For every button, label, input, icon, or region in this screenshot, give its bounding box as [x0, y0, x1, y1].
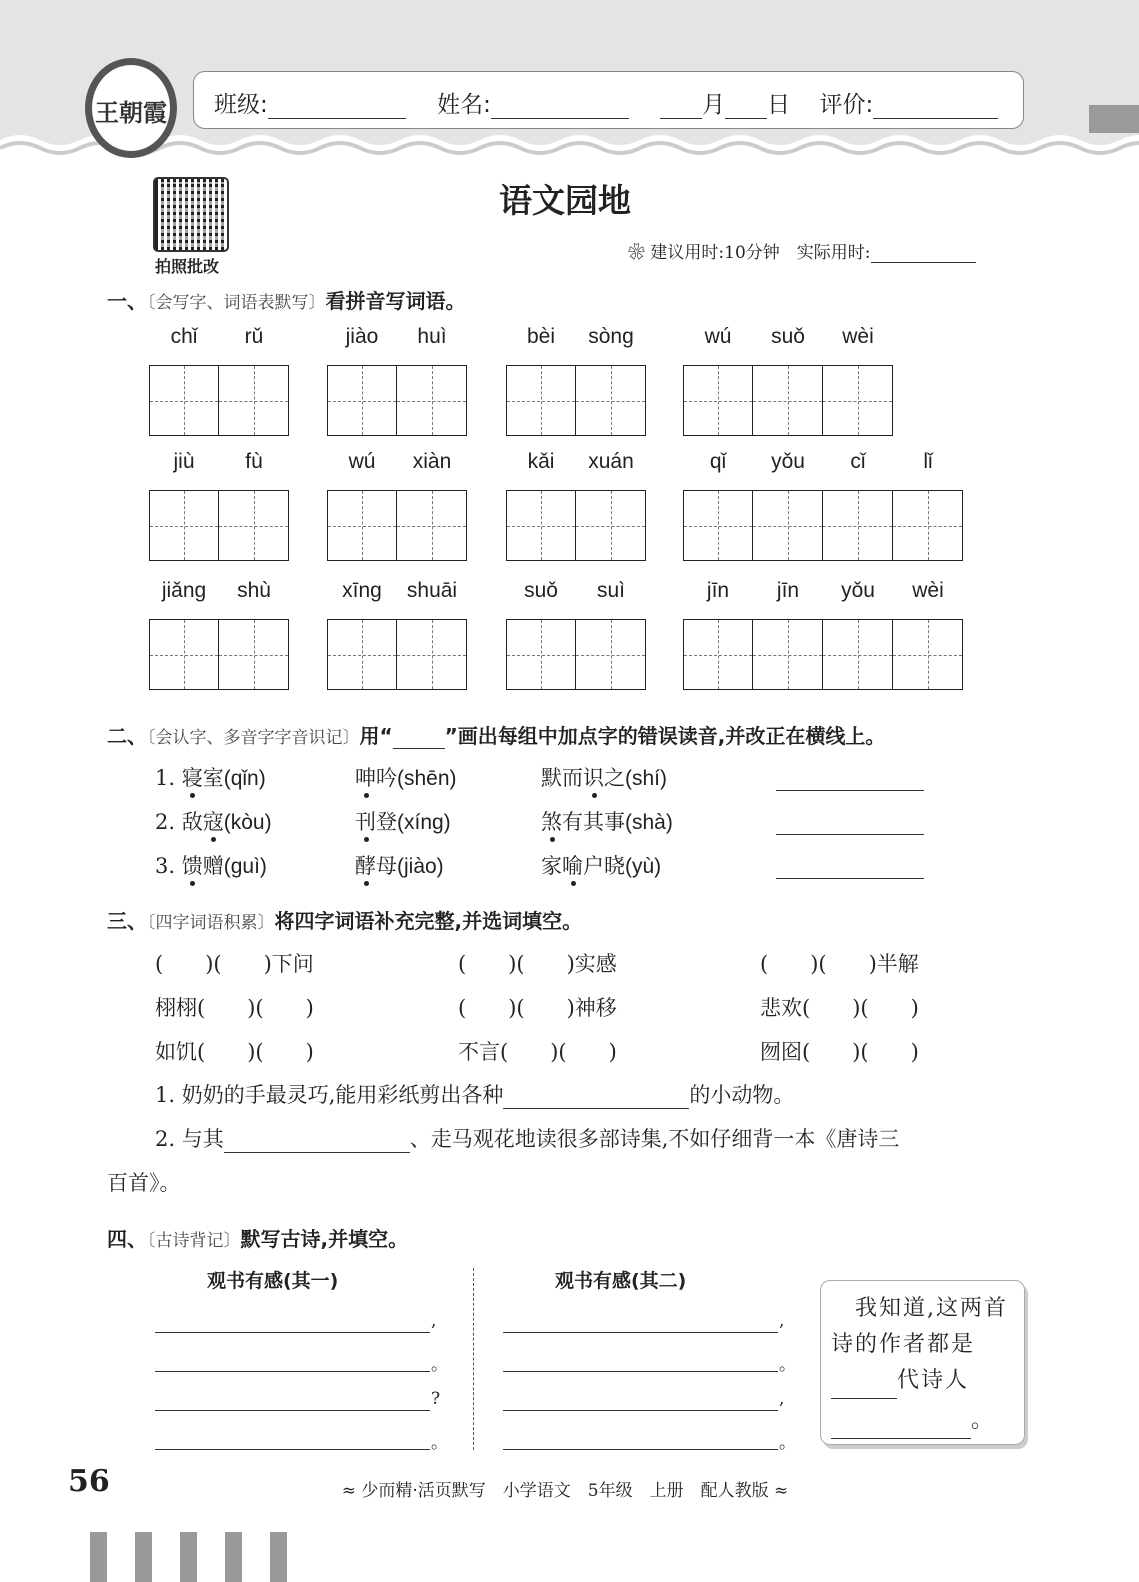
- pronunciation-item: [541, 850, 661, 880]
- pinyin-label: jiǎng: [161, 579, 207, 602]
- pinyin-label: bèi: [526, 325, 556, 348]
- brand-logo: 王朝霞: [85, 58, 177, 158]
- poem-line-field[interactable]: [155, 1448, 430, 1450]
- writing-cell[interactable]: [149, 365, 219, 436]
- punctuation: 。: [779, 1433, 796, 1453]
- pinyin: (shēn): [397, 767, 457, 790]
- section-1-heading: 一、〔会写字、词语表默写〕看拼音写词语。: [107, 289, 466, 313]
- answer-line[interactable]: [776, 789, 924, 791]
- time-info: ❀ 建议用时:10分钟 实际用时:: [628, 238, 976, 263]
- section-3-heading: 三、〔四字词语积累〕将四字词语补充完整,并选词填空。: [107, 909, 583, 933]
- pinyin: (jiào): [397, 855, 444, 878]
- pinyin-label: xiàn: [412, 450, 452, 473]
- writing-cell[interactable]: [397, 619, 467, 690]
- dotted-char: 喻: [562, 854, 583, 878]
- writing-cell[interactable]: [753, 365, 823, 436]
- pinyin-label: suì: [596, 579, 625, 602]
- pinyin-label: wèi: [912, 579, 944, 602]
- pinyin-label: chǐ: [170, 325, 198, 348]
- writing-cell[interactable]: [397, 365, 467, 436]
- pronunciation-item: [155, 850, 267, 880]
- pinyin-label: huì: [417, 325, 447, 348]
- writing-cell[interactable]: [327, 365, 397, 436]
- pinyin: (xíng): [397, 811, 451, 834]
- suffix: 吟: [376, 766, 397, 790]
- evaluation-field[interactable]: [873, 97, 998, 119]
- idiom-item: 栩栩( )( ): [155, 996, 314, 1020]
- pinyin-label: xīng: [342, 579, 382, 602]
- writing-cell[interactable]: [576, 490, 646, 561]
- idiom-item: ( )( )实感: [458, 952, 617, 976]
- pinyin-label: jiù: [173, 450, 195, 473]
- pinyin-label: jiào: [345, 325, 379, 348]
- poem-1-title: 观书有感(其一): [207, 1270, 339, 1292]
- pronunciation-item: [155, 762, 266, 792]
- pinyin-label: wú: [704, 325, 732, 348]
- pinyin-label: jīn: [706, 579, 730, 602]
- punctuation: 。: [431, 1433, 448, 1453]
- pronunciation-item: [355, 762, 457, 792]
- student-info-box: 班级: 姓名: 月 日 评价:: [193, 71, 1024, 129]
- suffix: 母: [376, 854, 397, 878]
- poem-line-field[interactable]: [503, 1409, 778, 1411]
- writing-cell[interactable]: [506, 619, 576, 690]
- pinyin-label: fù: [245, 450, 263, 473]
- pinyin-label: lǐ: [923, 450, 933, 473]
- pinyin-label: shuāi: [406, 579, 458, 602]
- side-tab: [1089, 105, 1139, 133]
- pinyin-label: shù: [237, 579, 271, 602]
- bar: [180, 1532, 197, 1582]
- writing-cell[interactable]: [219, 490, 289, 561]
- bar: [225, 1532, 242, 1582]
- idiom-item: ( )( )下问: [155, 952, 314, 976]
- writing-cell[interactable]: [397, 490, 467, 561]
- bar: [270, 1532, 287, 1582]
- writing-cell[interactable]: [683, 619, 753, 690]
- pronunciation-item: [541, 806, 673, 836]
- pinyin: (shí): [625, 767, 667, 790]
- dotted-char: 刊: [355, 810, 376, 834]
- writing-cell[interactable]: [823, 365, 893, 436]
- pinyin-label: wú: [348, 450, 376, 473]
- qr-label: 拍照批改: [155, 257, 220, 276]
- writing-cell[interactable]: [753, 490, 823, 561]
- idiom-item: 悲欢( )( ): [760, 996, 919, 1020]
- pinyin: (kòu): [223, 811, 272, 834]
- month-field[interactable]: [660, 97, 702, 119]
- punctuation: 。: [431, 1355, 448, 1375]
- prefix: 家: [541, 854, 562, 878]
- idiom-item: 囫囵( )( ): [760, 1040, 919, 1064]
- flower-icon: ❀: [628, 243, 645, 263]
- bar: [135, 1532, 152, 1582]
- writing-cell[interactable]: [823, 619, 893, 690]
- pronunciation-item: [355, 806, 451, 836]
- pronunciation-item: [355, 850, 444, 880]
- name-field[interactable]: [491, 97, 629, 119]
- idiom-item: 如饥( )( ): [155, 1040, 314, 1064]
- writing-cell[interactable]: [149, 490, 219, 561]
- punctuation: ,: [779, 1389, 785, 1409]
- prefix: 3.: [155, 854, 182, 878]
- dotted-char: 煞: [541, 810, 562, 834]
- section-4-heading: 四、〔古诗背记〕默写古诗,并填空。: [107, 1227, 409, 1251]
- writing-cell[interactable]: [219, 619, 289, 690]
- fill-sentence-1: 1. 奶奶的手最灵巧,能用彩纸剪出各种 的小动物。: [155, 1083, 795, 1107]
- dotted-char: 寇: [202, 810, 224, 834]
- prefix: 2. 敌: [155, 810, 203, 834]
- pinyin-label: yǒu: [771, 450, 805, 473]
- writing-cell[interactable]: [327, 490, 397, 561]
- punctuation: ,: [779, 1311, 785, 1331]
- writing-cell[interactable]: [327, 619, 397, 690]
- pinyin: (yù): [625, 855, 662, 878]
- day-field[interactable]: [725, 97, 767, 119]
- pinyin-label: wèi: [842, 325, 874, 348]
- pinyin-label: suǒ: [771, 325, 805, 348]
- pinyin-label: cǐ: [850, 450, 866, 473]
- prefix: 1.: [155, 766, 182, 790]
- writing-cell[interactable]: [683, 365, 753, 436]
- poem-line-field[interactable]: [503, 1370, 778, 1372]
- blank[interactable]: [224, 1131, 410, 1153]
- pinyin-label: kǎi: [527, 450, 555, 473]
- poet-type-field[interactable]: [831, 1413, 971, 1439]
- writing-cell[interactable]: [823, 490, 893, 561]
- writing-cell[interactable]: [506, 365, 576, 436]
- idiom-item: ( )( )半解: [760, 952, 919, 976]
- pinyin-label: qǐ: [709, 450, 727, 473]
- dotted-char: 馈: [181, 854, 203, 878]
- dynasty-field[interactable]: [831, 1373, 897, 1399]
- writing-cell[interactable]: [683, 490, 753, 561]
- page-title: 语文园地: [499, 181, 631, 220]
- footer-text: ≈ 少而精·活页默写 小学语文 5年级 上册 配人教版 ≈: [341, 1481, 789, 1501]
- pinyin: (shà): [625, 811, 673, 834]
- writing-cell[interactable]: [893, 619, 963, 690]
- header-wave: [0, 130, 1139, 170]
- writing-cell[interactable]: [576, 619, 646, 690]
- punctuation: 。: [779, 1355, 796, 1375]
- fill-sentence-2-cont: 百首》。: [107, 1171, 181, 1195]
- writing-cell[interactable]: [576, 365, 646, 436]
- actual-time-field[interactable]: [871, 245, 976, 263]
- pinyin: (qǐn): [223, 767, 266, 790]
- dotted-char: 识: [583, 766, 604, 790]
- answer-line[interactable]: [776, 877, 924, 879]
- pinyin-label: xuán: [588, 450, 634, 473]
- pronunciation-item: [155, 806, 272, 836]
- suffix: 户晓: [583, 854, 625, 878]
- writing-cell[interactable]: [753, 619, 823, 690]
- prefix: 默而: [541, 766, 583, 790]
- poem-line-field[interactable]: [155, 1370, 430, 1372]
- page-number: 56: [68, 1464, 110, 1499]
- writing-cell[interactable]: [506, 490, 576, 561]
- idiom-item: ( )( )神移: [458, 996, 617, 1020]
- pronunciation-item: [541, 762, 667, 792]
- section-2-heading: 二、〔会认字、多音字字音识记〕用“ ”画出每组中加点字的错误读音,并改正在横线上。: [107, 724, 886, 748]
- blank[interactable]: [503, 1087, 689, 1109]
- suffix: 赠: [202, 854, 224, 878]
- poem-2-title: 观书有感(其二): [555, 1270, 687, 1292]
- dotted-char: 寝: [181, 766, 203, 790]
- punctuation: ?: [431, 1389, 441, 1409]
- fill-sentence-2: 2. 与其 、走马观花地读很多部诗集,不如仔细背一本《唐诗三: [155, 1127, 900, 1151]
- dotted-char: 呻: [355, 766, 376, 790]
- writing-cell[interactable]: [219, 365, 289, 436]
- pinyin-label: jīn: [776, 579, 800, 602]
- poem-line-field[interactable]: [503, 1448, 778, 1450]
- dotted-char: 酵: [355, 854, 376, 878]
- suffix: 登: [376, 810, 397, 834]
- poem-line-field[interactable]: [503, 1331, 778, 1333]
- poem-line-field[interactable]: [155, 1331, 430, 1333]
- suffix: 之: [604, 766, 625, 790]
- pinyin-label: sòng: [588, 325, 634, 348]
- writing-cell[interactable]: [149, 619, 219, 690]
- poem-line-field[interactable]: [155, 1409, 430, 1411]
- pinyin-label: rǔ: [244, 325, 264, 348]
- pinyin-label: yǒu: [841, 579, 875, 602]
- answer-line[interactable]: [776, 833, 924, 835]
- note-box: 我知道,这两首诗的作者都是代诗人 。: [820, 1280, 1025, 1445]
- class-field[interactable]: [268, 97, 406, 119]
- bar: [90, 1532, 107, 1582]
- suffix: 室: [202, 766, 224, 790]
- writing-cell[interactable]: [893, 490, 963, 561]
- suffix: 有其事: [562, 810, 625, 834]
- divider: [473, 1268, 474, 1450]
- pinyin-label: suǒ: [524, 579, 558, 602]
- punctuation: ,: [431, 1311, 437, 1331]
- pinyin: (guì): [223, 855, 267, 878]
- idiom-item: 不言( )( ): [458, 1040, 617, 1064]
